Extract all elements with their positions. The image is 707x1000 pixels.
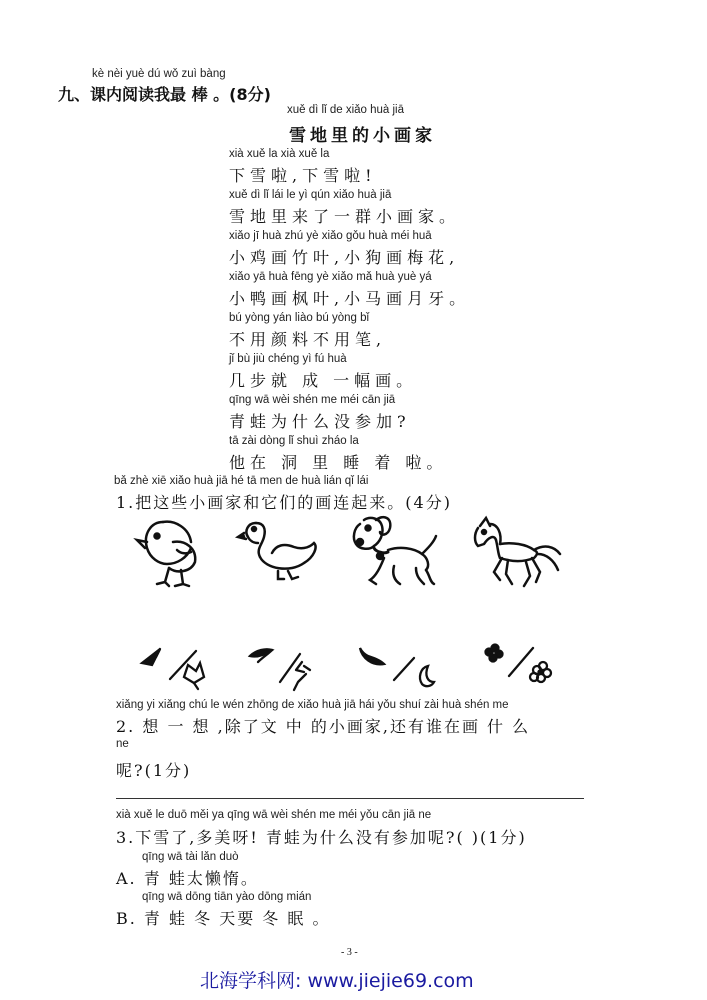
poem-line-5: 不用颜料不用笔, bbox=[229, 330, 387, 349]
poem-title-pinyin: xuě dì lǐ de xiǎo huà jiā bbox=[287, 104, 404, 116]
q2-text: 2. 想 一 想 ,除了文 中 的小画家,还有谁在画 什 么 bbox=[116, 717, 531, 736]
q3-text: 3.下雪了,多美呀! 青蛙为什么没有参加呢?( )(1分) bbox=[116, 828, 527, 847]
poem-line-8: 他在 洞 里 睡 着 啦。 bbox=[229, 453, 448, 472]
horse-icon[interactable] bbox=[472, 514, 562, 594]
q2-pinyin: xiǎng yi xiǎng chú le wén zhōng de xiǎo huà jiā hái yǒu shuí zài huà shén me bbox=[116, 699, 509, 711]
poem-line-1-pinyin: xià xuě la xià xuě la bbox=[229, 148, 330, 160]
maple-leaf-icon[interactable] bbox=[138, 643, 208, 691]
q3-option-a-pinyin: qīng wā tài lǎn duò bbox=[142, 851, 239, 863]
poem-line-6-pinyin: jǐ bù jiù chéng yì fú huà bbox=[229, 353, 347, 365]
crescent-moon-icon[interactable] bbox=[354, 640, 438, 692]
poem-line-7: 青蛙为什么没参加? bbox=[229, 412, 411, 431]
dog-icon[interactable] bbox=[350, 514, 438, 590]
q2-answer-line[interactable] bbox=[116, 798, 584, 799]
poem-line-4-pinyin: xiǎo yā huà fēng yè xiǎo mǎ huà yuè yá bbox=[229, 271, 432, 283]
poem-line-4: 小鸭画枫叶,小马画月牙。 bbox=[229, 289, 471, 308]
q1-pinyin: bǎ zhè xiē xiǎo huà jiā hé tā men de huà lián qǐ lái bbox=[114, 475, 369, 487]
q2-pinyin-2: ne bbox=[116, 738, 129, 750]
poem-line-1: 下雪啦,下雪啦! bbox=[229, 166, 377, 185]
q2-text-2: 呢?(1分) bbox=[116, 761, 192, 780]
poem-line-2-pinyin: xuě dì lǐ lái le yì qún xiǎo huà jiā bbox=[229, 189, 392, 201]
poem-line-8-pinyin: tā zài dòng lǐ shuì zháo la bbox=[229, 435, 359, 447]
poem-line-5-pinyin: bú yòng yán liào bú yòng bǐ bbox=[229, 312, 370, 324]
poem-line-7-pinyin: qīng wā wèi shén me méi cān jiā bbox=[229, 394, 396, 406]
section-heading-pinyin: kè nèi yuè dú wǒ zuì bàng bbox=[92, 68, 226, 80]
section-heading: 九、课内阅读我最 棒 。(8分) bbox=[58, 85, 271, 104]
poem-line-6: 几步就 成 一幅画。 bbox=[229, 371, 418, 390]
footer-site-link[interactable]: 北海学科网: www.jiejie69.com bbox=[200, 970, 474, 992]
q3-option-a[interactable]: A. 青 蛙太懒惰。 bbox=[116, 869, 259, 888]
bamboo-leaf-icon[interactable] bbox=[246, 642, 316, 692]
q3-pinyin: xià xuě le duō měi ya qīng wā wèi shén me méi yǒu cān jiā ne bbox=[116, 809, 432, 821]
q3-option-b[interactable]: B. 青 蛙 冬 天要 冬 眠 。 bbox=[116, 909, 331, 928]
poem-title: 雪地里的小画家 bbox=[289, 126, 436, 146]
page-number: - 3 - bbox=[341, 947, 358, 958]
q1-text: 1.把这些小画家和它们的画连起来。(4分) bbox=[116, 493, 452, 512]
poem-line-3-pinyin: xiǎo jī huà zhú yè xiǎo gǒu huà méi huā bbox=[229, 230, 432, 242]
plum-flower-icon[interactable] bbox=[481, 640, 561, 692]
q3-option-b-pinyin: qīng wā dōng tiān yào dōng mián bbox=[142, 891, 312, 903]
poem-line-3: 小鸡画竹叶,小狗画梅花, bbox=[229, 248, 460, 267]
chick-icon[interactable] bbox=[133, 512, 211, 590]
poem-line-2: 雪地里来了一群小画家。 bbox=[229, 207, 461, 226]
duck-icon[interactable] bbox=[238, 515, 322, 583]
